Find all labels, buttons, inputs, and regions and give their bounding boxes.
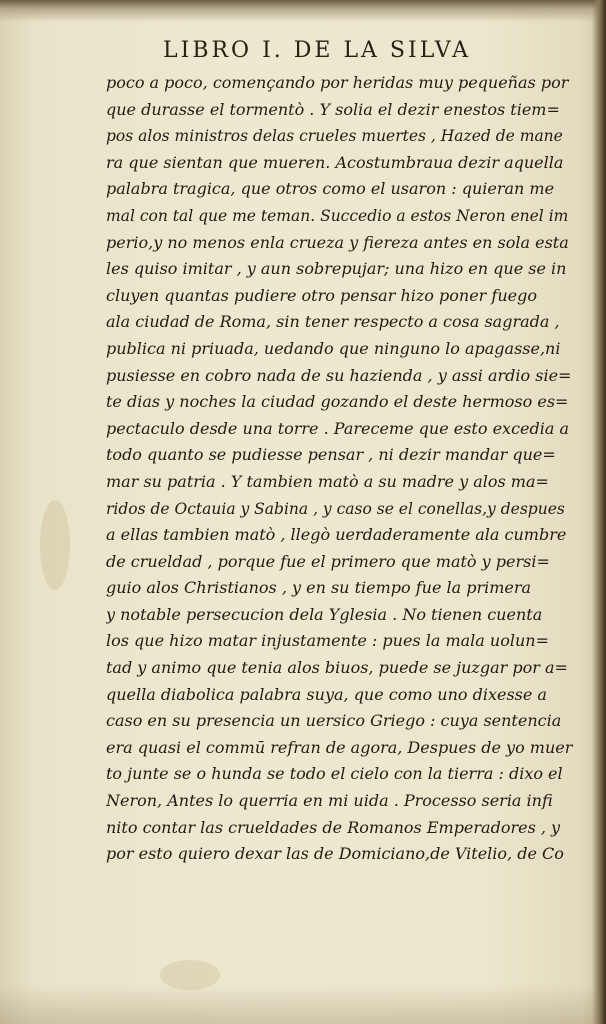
text-line: y notable persecucion dela Yglesia . No tienen cuenta — [106, 604, 543, 624]
page-gutter-edge — [592, 0, 606, 1024]
text-line: tad y animo que tenia alos biuos, puede se juzgar por a= — [106, 658, 568, 678]
text-line: todo quanto se pudiesse pensar , ni dezir mandar que= — [106, 445, 556, 465]
text-line: quella diabolica palabra suya, que como uno dixesse a — [106, 684, 547, 704]
text-line: ridos de Octauia y Sabina , y caso se el conellas,y despues — [106, 499, 565, 518]
text-line: era quasi el commū refran de agora, Despues de yo muer — [106, 737, 573, 757]
text-line: cluyen quantas pudiere otro pensar hizo poner fuego — [106, 285, 537, 305]
text-line: de crueldad , porque fue el primero que matò y persi= — [106, 551, 550, 571]
text-line: mal con tal que me teman. Succedio a estos Neron enel im — [106, 206, 569, 225]
text-line: to junte se o hunda se todo el cielo con la tierra : dixo el — [106, 764, 563, 784]
text-line: palabra tragica, que otros como el usaron : quieran me — [106, 179, 555, 199]
text-line: pusiesse en cobro nada de su hazienda , y assi ardio sie= — [106, 365, 572, 385]
text-line: caso en su presencia un uersico Griego : cuya sentencia — [106, 711, 562, 731]
text-line: pectaculo desde una torre . Pareceme que esto excedia a — [106, 418, 570, 438]
text-line: los que hizo matar injustamente : pues la mala uolun= — [106, 631, 549, 651]
text-line: por esto quiero dexar las de Domiciano,de Vitelio, de Co — [106, 844, 564, 864]
text-line: guio alos Christianos , y en su tiempo fue la primera — [106, 578, 532, 598]
text-line: Neron, Antes lo querria en mi uida . Processo seria infi — [106, 791, 553, 811]
text-line: poco a poco, començando por heridas muy pequeñas por — [106, 73, 569, 92]
page-bottom-shade — [0, 984, 606, 1024]
running-header: LIBRO I. DE LA SILVA — [163, 38, 471, 63]
text-line: que durasse el tormentò . Y solia el dezir enestos tiem= — [106, 99, 560, 119]
text-line: perio,y no menos enla crueza y fiereza antes en sola esta — [106, 232, 569, 252]
text-line: publica ni priuada, uedando que ninguno lo apagasse,ni — [106, 338, 561, 358]
body-text — [106, 70, 576, 868]
text-line: nito contar las crueldades de Romanos Emperadores , y — [106, 817, 561, 837]
text-line: ra que sientan que mueren. Acostumbraua dezir aquella — [106, 152, 564, 172]
text-line: a ellas tambien matò , llegò uerdaderamente ala cumbre — [106, 525, 567, 545]
paper-stain — [40, 500, 70, 590]
text-line: pos alos ministros delas crueles muertes , Hazed de mane — [106, 127, 563, 146]
text-line: mar su patria . Y tambien matò a su madre y alos ma= — [106, 471, 549, 491]
text-line: ala ciudad de Roma, sin tener respecto a cosa sagrada , — [106, 312, 560, 332]
page-top-shadow — [0, 0, 606, 22]
text-line: les quiso imitar , y aun sobrepujar; una hizo en que se in — [106, 259, 567, 279]
text-line: te dias y noches la ciudad gozando el deste hermoso es= — [106, 392, 569, 412]
